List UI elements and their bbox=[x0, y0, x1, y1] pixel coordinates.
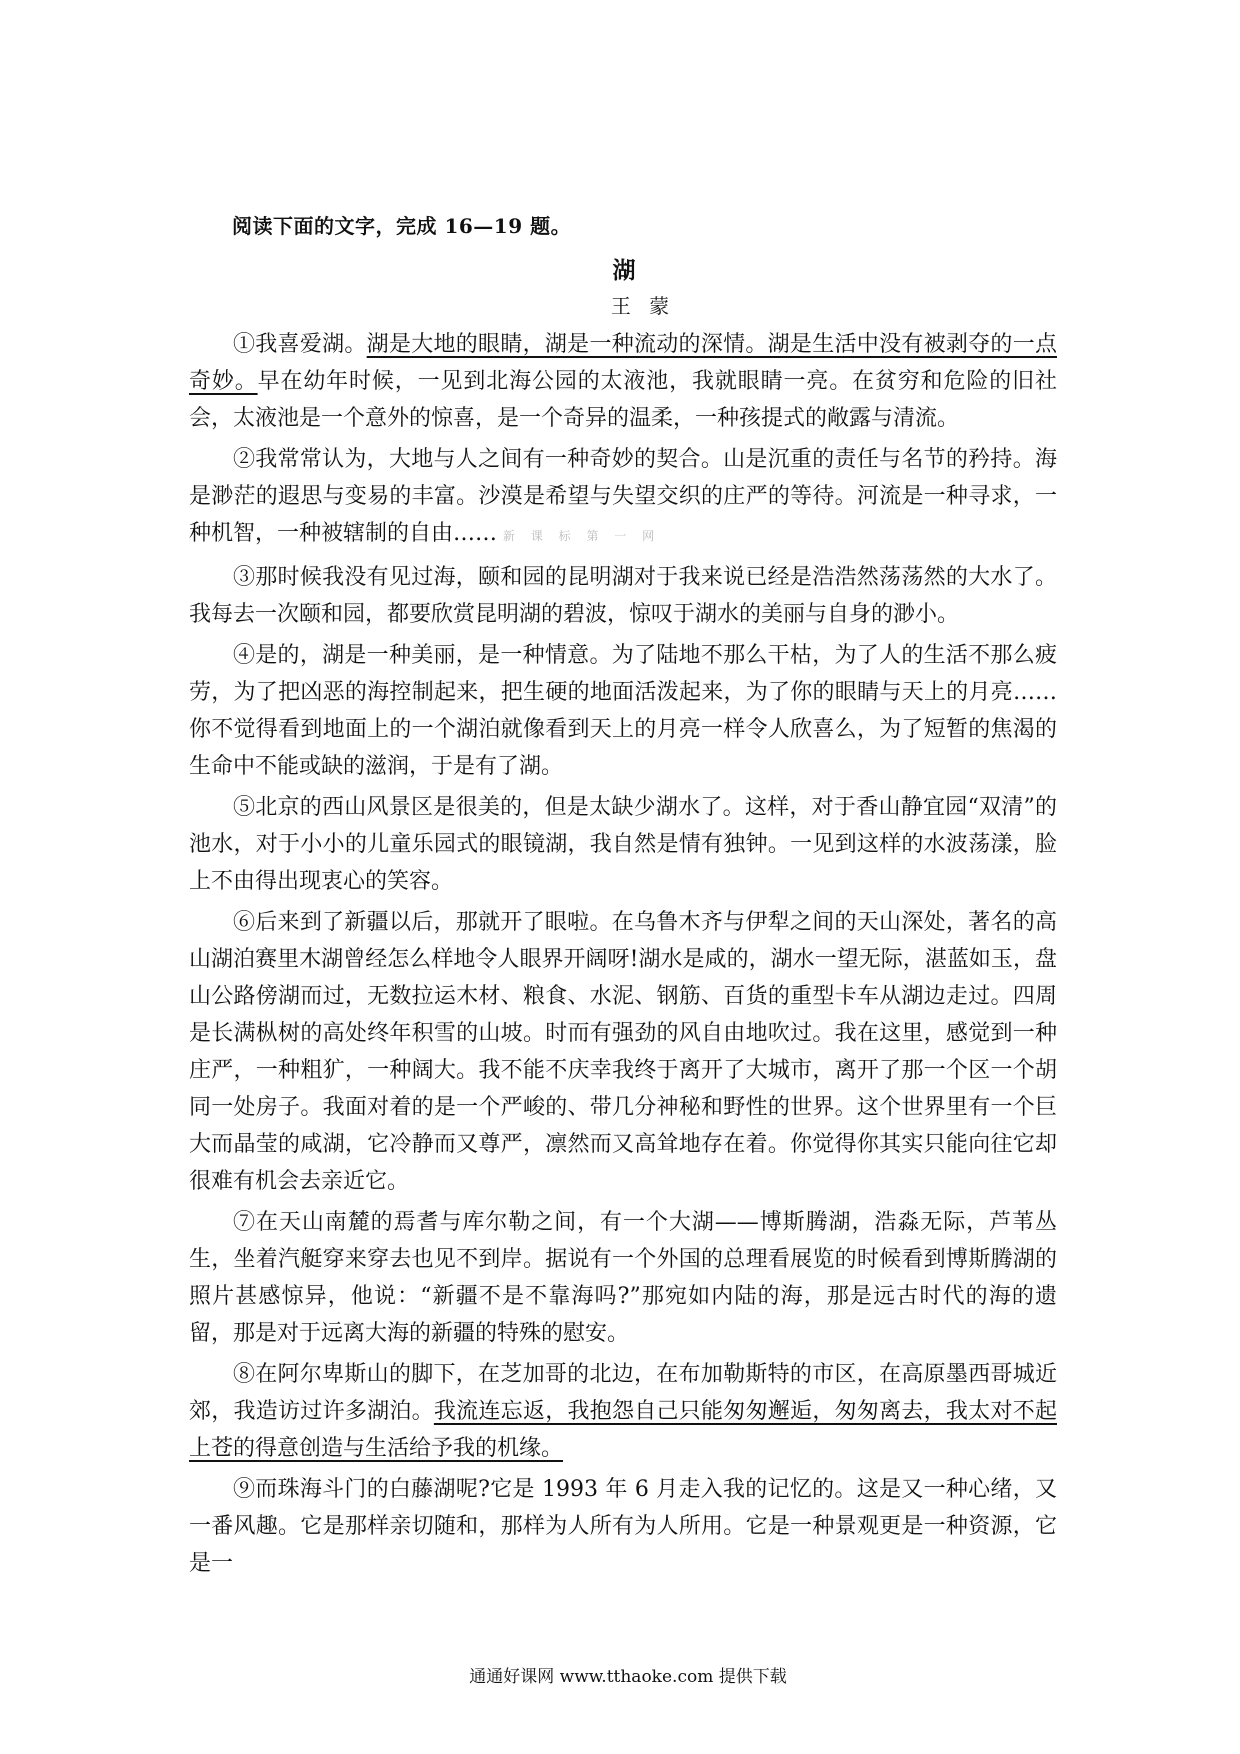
inline-watermark: 新 课 标 第 一 网 bbox=[503, 529, 661, 543]
underlined-sentence-1: 湖是大地的眼睛，湖是一种流动的深情。湖是生活中没有被剥夺的一点奇妙。 bbox=[189, 332, 1057, 394]
paragraph-6: ⑥后来到了新疆以后，那就开了眼啦。在乌鲁木齐与伊犁之间的天山深处，著名的高山湖泊赛里木湖曾经怎么样地令人眼界开阔呀!湖水是咸的，湖水一望无际，湛蓝如玉，盘山公路傍湖而过，无数拉运木材、粮食、水泥、钢筋、百货的重型卡车从湖边走过。四周是长满枞树的高处终年积雪的山坡。时而有强劲的风自由地吹过。我在这里，感觉到一种庄严，一种粗犷，一种阔大。我不能不庆幸我终于离开了大城市，离开了那一个区一个胡同一处房子。我面对着的是一个严峻的、带几分神秘和野性的世界。这个世界里有一个巨大而晶莹的咸湖，它冷静而又尊严，凛然而又高耸地存在着。你觉得你其实只能向往它却很难有机会去亲近它。 bbox=[189, 910, 1057, 1194]
article-title: 湖 bbox=[612, 257, 636, 284]
paragraph-8-opening: ⑧在阿尔卑斯山的脚下，在芝加哥的北边，在布加勒斯特的市区，在高原墨西哥城近郊，我造访过许多湖泊。 bbox=[189, 1362, 1057, 1424]
article-author: 王 蒙 bbox=[610, 294, 676, 318]
paragraph-1 bbox=[189, 326, 1057, 437]
question-instruction: 阅读下面的文字，完成 16—19 题。 bbox=[232, 214, 572, 238]
paragraph-1-rest: 早在幼年时候，一见到北海公园的太液池，我就眼睛一亮。在贫穷和危险的旧社会，太液池是一个意外的惊喜，是一个奇异的温柔，一种孩提式的敞露与清流。 bbox=[189, 369, 1057, 431]
paragraph-7: ⑦在天山南麓的焉耆与库尔勒之间，有一个大湖——博斯腾湖，浩淼无际，芦苇丛生，坐着汽艇穿来穿去也见不到岸。据说有一个外国的总理看展览的时候看到博斯腾湖的照片甚感惊异，他说：“新疆不是不靠海吗?”那宛如内陆的海，那是远古时代的海的遗留，那是对于远离大海的新疆的特殊的慰安。 bbox=[189, 1210, 1057, 1346]
paragraph-2-text: ②我常常认为，大地与人之间有一种奇妙的契合。山是沉重的责任与名节的矜持。海是渺茫的遐思与变易的丰富。沙漠是希望与失望交织的庄严的等待。河流是一种寻求，一种机智，一种被辖制的自由…… bbox=[189, 447, 1057, 546]
underlined-sentence-8: 我流连忘返，我抱怨自己只能匆匆邂逅，匆匆离去，我太对不起上苍的得意创造与生活给予我的机缘。 bbox=[189, 1399, 1057, 1461]
paragraph-5: ⑤北京的西山风景区是很美的，但是太缺少湖水了。这样，对于香山静宜园“双清”的池水，对于小小的儿童乐园式的眼镜湖，我自然是情有独钟。一见到这样的水波荡漾，脸上不由得出现衷心的笑容。 bbox=[189, 795, 1057, 894]
article-body bbox=[189, 326, 1057, 1586]
paragraph-3: ③那时候我没有见过海，颐和园的昆明湖对于我来说已经是浩浩然荡荡然的大水了。我每去一次颐和园，都要欣赏昆明湖的碧波，惊叹于湖水的美丽与自身的渺小。 bbox=[189, 565, 1057, 627]
paragraph-9: ⑨而珠海斗门的白藤湖呢?它是 1993 年 6 月走入我的记忆的。这是又一种心绪，又一番风趣。它是那样亲切随和，那样为人所有为人所用。它是一种景观更是一种资源，它是一 bbox=[189, 1477, 1057, 1576]
paragraph-4: ④是的，湖是一种美丽，是一种情意。为了陆地不那么干枯，为了人的生活不那么疲劳，为了把凶恶的海控制起来，把生硬的地面活泼起来，为了你的眼睛与天上的月亮……你不觉得看到地面上的一个湖泊就像看到天上的月亮一样令人欣喜么，为了短暂的焦渴的生命中不能或缺的滋润，于是有了湖。 bbox=[189, 643, 1057, 779]
paragraph-2 bbox=[189, 441, 1057, 555]
paragraph-1-opening: ①我喜爱湖。 bbox=[233, 332, 367, 357]
page-footer: 通通好课网 www.tthaoke.com 提供下载 bbox=[469, 1667, 787, 1687]
paragraph-8 bbox=[189, 1356, 1057, 1467]
